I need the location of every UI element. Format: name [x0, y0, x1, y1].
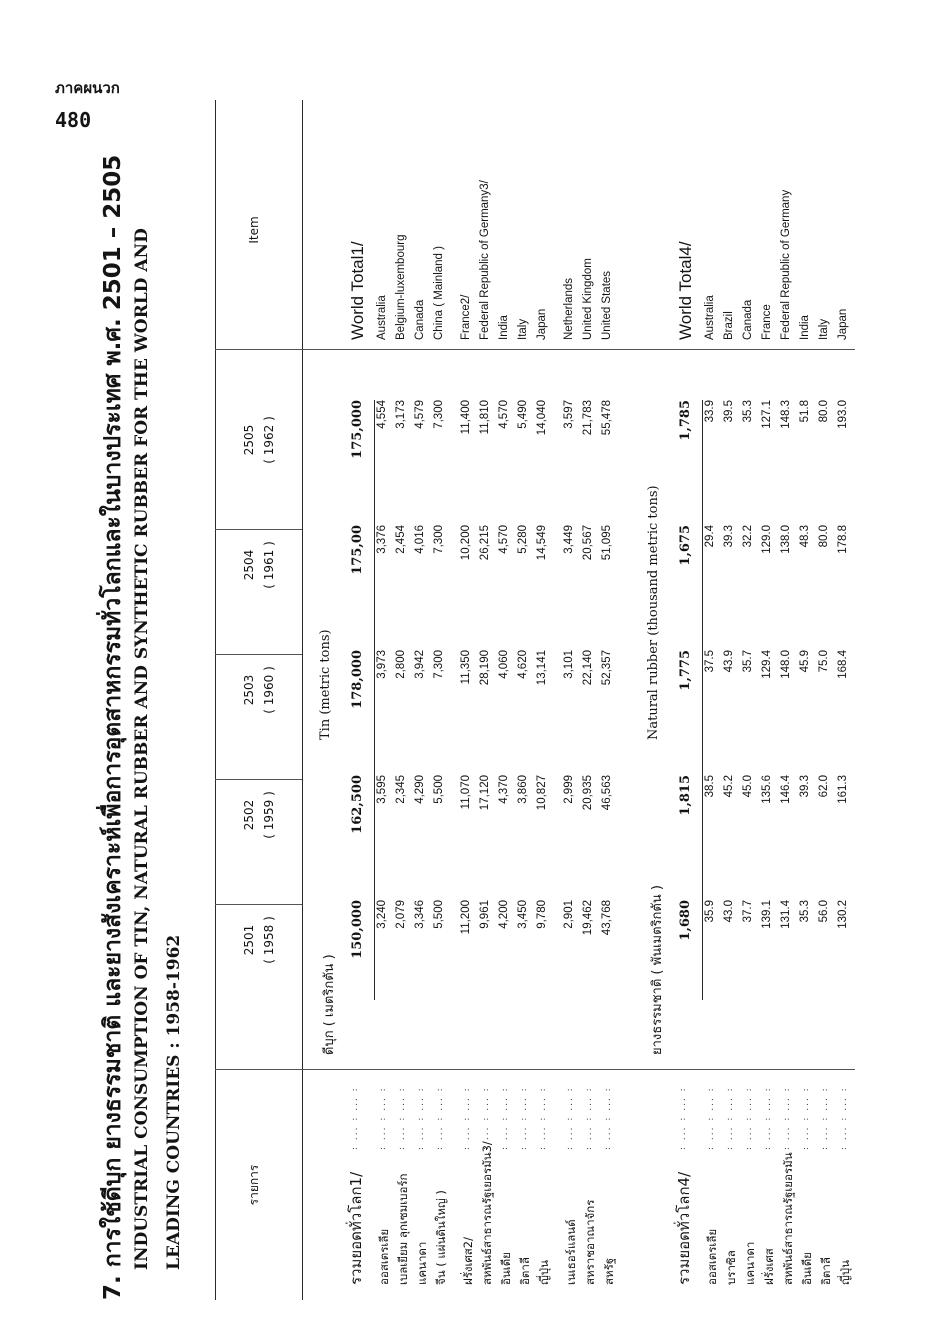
leader-dots: : ... : ... : [538, 1086, 548, 1150]
table-cell-value: 22,140 [582, 650, 594, 686]
table-cell-value: 10,827 [536, 775, 548, 811]
country-name-thai: ออสเตรเลีย [377, 1228, 391, 1285]
table-cell-value: 178,000 [350, 650, 365, 709]
country-name-thai: เนเธอร์แลนด์ [564, 1219, 578, 1285]
table-cell-value: 4,290 [414, 775, 426, 804]
leader-dots: : ... : ... : [565, 1086, 575, 1150]
country-name-en: France2/ [460, 294, 472, 340]
table-cell-value: 127.1 [761, 400, 773, 429]
country-name-thai: อิตาลี [819, 1257, 833, 1285]
country-name-thai: แคนาดา [743, 1241, 757, 1285]
leader-dots: : ... : ... : [397, 1086, 407, 1150]
leader-dots: : ... : ... : [839, 1086, 849, 1150]
table-cell-value: 1,675 [678, 525, 693, 566]
header-item: Item [247, 216, 261, 244]
thai-title: 7. การใช้ดีบุก ยางธรรมชาติ และยางสังเคราะห์เพื่อการอุตสาหกรรมทั่วโลกและในบางประเทศ พ.ศ. 2501 – 2505 [100, 154, 126, 1300]
table-cell-value: 135.6 [761, 775, 773, 804]
country-name-thai: เบลเยียม ลุกเซมเบอร์ก [396, 1173, 410, 1285]
table-cell-value: 14,549 [536, 525, 548, 561]
country-name-en: Japan [536, 308, 548, 340]
leader-dots: : ... : ... : [462, 1086, 472, 1150]
table-cell-value: 10,200 [460, 525, 472, 561]
table-cell-value: 139.1 [761, 900, 773, 929]
table-cell-value: 28,190 [479, 650, 491, 686]
section-label-thai: ยางธรรมชาติ ( พันเมตริกตัน ) [650, 885, 665, 1055]
table-cell-value: 5,280 [517, 525, 529, 554]
table-cell-value: 130.2 [837, 900, 849, 929]
country-name-en: United Kingdom [582, 258, 594, 340]
table-cell-value: 3,973 [376, 650, 388, 679]
table-cell-value: 37.5 [704, 650, 716, 673]
section-label-en: Natural rubber (thousand metric tons) [646, 485, 661, 740]
table-cell-value: 39.3 [799, 775, 811, 798]
year-be-header: 2505 [242, 424, 256, 456]
table-cell-value: 5,500 [433, 775, 445, 804]
table-cell-value: 11,070 [460, 775, 472, 810]
table-cell-value: 4,200 [498, 900, 510, 929]
table-cell-value: 11,200 [460, 900, 472, 935]
country-name-thai: สหรัฐ [602, 1257, 616, 1285]
table-cell-value: 46,563 [601, 775, 613, 811]
year-column-divider [215, 779, 302, 780]
year-ce-header: ( 1959 ) [262, 791, 276, 839]
table-cell-value: 7,300 [433, 650, 445, 679]
country-name-thai: อินเดีย [800, 1252, 814, 1285]
country-name-en: India [799, 315, 811, 340]
table-cell-value: 39.5 [723, 400, 735, 423]
table-cell-value: 45.2 [723, 775, 735, 798]
table-cell-value: 3,376 [376, 525, 388, 554]
table-cell-value: 14,040 [536, 400, 548, 436]
world-total-label-en: World Total1/ [348, 241, 367, 340]
table-cell-value: 35.9 [704, 900, 716, 923]
table-cell-value: 1,680 [678, 900, 693, 941]
table-cell-value: 1,775 [678, 650, 693, 691]
country-name-en: Federal Republic of Germany3/ [479, 180, 491, 340]
table-cell-value: 19,462 [582, 900, 594, 936]
table-cell-value: 3,173 [395, 400, 407, 429]
table-top-rule [215, 100, 216, 1300]
year-ce-header: ( 1960 ) [262, 666, 276, 714]
table-cell-value: 43.9 [723, 650, 735, 673]
leader-dots: : ... : ... : [416, 1086, 426, 1150]
table-cell-value: 131.4 [780, 900, 792, 929]
table-cell-value: 3,942 [414, 650, 426, 679]
country-name-thai: ฝรั่งเศส [762, 1248, 776, 1285]
table-cell-value: 3,595 [376, 775, 388, 804]
country-name-en: Brazil [723, 311, 735, 340]
year-be-header: 2504 [242, 549, 256, 581]
leader-dots: : ... : ... : [435, 1086, 445, 1150]
country-name-thai: อินเดีย [499, 1252, 513, 1285]
table-cell-value: 9,780 [536, 900, 548, 929]
country-name-en: Italy [517, 318, 529, 340]
table-cell-value: 193.0 [837, 400, 849, 429]
table-cell-value: 11,350 [460, 650, 472, 685]
table-cell-value: 4,060 [498, 650, 510, 679]
country-name-thai: ญี่ปุ่น [838, 1260, 852, 1285]
table-cell-value: 2,999 [563, 775, 575, 804]
leader-dots: : ... : ... : [378, 1086, 388, 1150]
country-name-thai: ฝรั่งเศส2/ [461, 1237, 475, 1285]
country-name-thai: อิตาลี [518, 1257, 532, 1285]
country-name-en: Netherlands [563, 277, 575, 340]
table-cell-value: 3,346 [414, 900, 426, 929]
leader-dots: : ... : ... : [782, 1086, 792, 1150]
table-cell-value: 161.3 [837, 775, 849, 804]
table-cell-value: 175,00 [350, 525, 365, 575]
country-name-en: Belgium-luxembourg [395, 234, 407, 340]
table-cell-value: 33.9 [704, 400, 716, 423]
table-cell-value: 45.0 [742, 775, 754, 798]
year-column-divider [215, 654, 302, 655]
table-cell-value: 45.9 [799, 650, 811, 673]
table-cell-value: 11,400 [460, 400, 472, 435]
english-title-line1: INDUSTRIAL CONSUMPTION OF TIN, NATURAL RUBBER AND SYNTHETIC RUBBER FOR THE WORLD AND [132, 228, 152, 1270]
table-cell-value: 4,370 [498, 775, 510, 804]
year-column-divider [215, 529, 302, 530]
table-cell-value: 2,901 [563, 900, 575, 929]
leader-dots: : ... : ... : [584, 1086, 594, 1150]
table-cell-value: 37.7 [742, 900, 754, 923]
table-cell-value: 35.7 [742, 650, 754, 673]
leader-dots: : ... : ... : [801, 1086, 811, 1150]
table-cell-value: 13,141 [536, 650, 548, 686]
table-cell-value: 35.3 [799, 900, 811, 923]
table-cell-value: 20,567 [582, 525, 594, 561]
leader-dots: : ... : ... : [350, 1086, 360, 1150]
leader-dots: : ... : ... : [763, 1086, 773, 1150]
country-name-en: Italy [818, 318, 830, 340]
table-cell-value: 51,095 [601, 525, 613, 561]
world-total-label-thai: รวมยอดทั่วโลก1/ [347, 1171, 365, 1285]
world-total-label-en: World Total4/ [676, 241, 695, 340]
table-cell-value: 17,120 [479, 775, 491, 811]
table-cell-value: 29.4 [704, 525, 716, 548]
country-name-thai: บราซิล [724, 1250, 738, 1285]
country-name-en: Japan [837, 308, 849, 340]
country-name-thai: จีน ( แผ่นดินใหญ่ ) [434, 1190, 448, 1285]
leader-dots: : ... : ... : [603, 1086, 613, 1150]
table-cell-value: 5,500 [433, 900, 445, 929]
table-cell-value: 48.3 [799, 525, 811, 548]
english-title-line2: LEADING COUNTRIES : 1958-1962 [164, 934, 184, 1270]
table-cell-value: 4,570 [498, 525, 510, 554]
country-name-en: China ( Mainland ) [433, 246, 445, 340]
table-cell-value: 2,454 [395, 525, 407, 554]
table-cell-value: 3,449 [563, 525, 575, 554]
table-cell-value: 43.0 [723, 900, 735, 923]
year-be-header: 2503 [242, 674, 256, 706]
table-cell-value: 2,345 [395, 775, 407, 804]
table-cell-value: 9,961 [479, 900, 491, 929]
table-cell-value: 38.5 [704, 775, 716, 798]
table-cell-value: 55,478 [601, 400, 613, 436]
table-cell-value: 11,810 [479, 400, 491, 435]
year-be-header: 2502 [242, 799, 256, 831]
country-name-en: India [498, 315, 510, 340]
year-ce-header: ( 1958 ) [262, 916, 276, 964]
table-cell-value: 20,935 [582, 775, 594, 811]
table-cell-value: 175,000 [350, 400, 365, 459]
section-label-en: Tin (metric tons) [318, 629, 333, 740]
country-name-en: Australia [376, 295, 388, 340]
country-name-thai: สหราชอาณาจักร [583, 1199, 597, 1285]
table-cell-value: 162,500 [350, 775, 365, 834]
country-name-thai: แคนาดา [415, 1241, 429, 1285]
table-cell-value: 148.0 [780, 650, 792, 679]
leader-dots: : ... : ... : [744, 1086, 754, 1150]
table-cell-value: 43,768 [601, 900, 613, 936]
country-name-en: Federal Republic of Germany [780, 189, 792, 340]
header-bottom-rule [302, 100, 303, 1300]
world-total-label-thai: รวมยอดทั่วโลก4/ [675, 1171, 693, 1285]
leader-dots: : ... : ... : [725, 1086, 735, 1150]
section-label-thai: ดีบุก ( เมตริกตัน ) [322, 954, 337, 1055]
table-cell-value: 7,300 [433, 525, 445, 554]
table-cell-value: 2,800 [395, 650, 407, 679]
country-name-thai: ญี่ปุ่น [537, 1260, 551, 1285]
table-cell-value: 138.0 [780, 525, 792, 554]
table-cell-value: 39.3 [723, 525, 735, 548]
table-cell-value: 129.4 [761, 650, 773, 679]
table-cell-value: 3,101 [563, 650, 575, 679]
country-name-thai: ออสเตรเลีย [705, 1228, 719, 1285]
item-column-divider [215, 1069, 855, 1070]
leader-dots: : ... : ... : [500, 1086, 510, 1150]
table-cell-value: 3,450 [517, 900, 529, 929]
leader-dots: : ... : ... : [678, 1086, 688, 1150]
country-name-en: Canada [414, 299, 426, 340]
table-cell-value: 5,490 [517, 400, 529, 429]
leader-dots: : ... : ... : [820, 1086, 830, 1150]
table-cell-value: 2,079 [395, 900, 407, 929]
table-cell-value: 56.0 [818, 900, 830, 923]
table-cell-value: 1,815 [678, 775, 693, 816]
table-cell-value: 4,554 [376, 400, 388, 429]
country-name-en: Canada [742, 299, 754, 340]
table-cell-value: 4,570 [498, 400, 510, 429]
item-en-divider [215, 349, 855, 350]
leader-dots: : ... : ... : [706, 1086, 716, 1150]
table-cell-value: 3,240 [376, 900, 388, 929]
table-cell-value: 21,783 [582, 400, 594, 436]
table-cell-value: 26,215 [479, 525, 491, 561]
table-cell-value: 4,620 [517, 650, 529, 679]
table-cell-value: 35.3 [742, 400, 754, 423]
country-name-en: Australia [704, 295, 716, 340]
table-cell-value: 178.8 [837, 525, 849, 554]
table-cell-value: 3,597 [563, 400, 575, 429]
appendix-label: ภาคผนวก [55, 79, 120, 97]
table-cell-value: 80.0 [818, 400, 830, 423]
leader-dots: : ... : ... : [519, 1086, 529, 1150]
total-underline [374, 400, 375, 1000]
table-cell-value: 51.8 [799, 400, 811, 423]
year-be-header: 2501 [242, 924, 256, 956]
country-name-en: United States [601, 270, 613, 340]
table-cell-value: 32.2 [742, 525, 754, 548]
country-name-en: France [761, 304, 773, 340]
year-column-divider [215, 904, 302, 905]
table-cell-value: 7,300 [433, 400, 445, 429]
table-cell-value: 75.0 [818, 650, 830, 673]
table-cell-value: 148.3 [780, 400, 792, 429]
country-name-thai: สหพันธ์สาธารณรัฐเยอรมัน3/ [480, 1141, 494, 1285]
rotated-table-sheet [70, 100, 870, 1300]
table-cell-value: 129.0 [761, 525, 773, 554]
page-number: 480 [55, 108, 92, 132]
table-cell-value: 62.0 [818, 775, 830, 798]
table-cell-value: 168.4 [837, 650, 849, 679]
year-ce-header: ( 1961 ) [262, 541, 276, 589]
leader-dots: : ... : ... : [481, 1086, 491, 1150]
table-cell-value: 1,785 [678, 400, 693, 441]
table-cell-value: 146.4 [780, 775, 792, 804]
table-cell-value: 150,000 [350, 900, 365, 959]
table-cell-value: 4,579 [414, 400, 426, 429]
table-cell-value: 80.0 [818, 525, 830, 548]
table-cell-value: 4,016 [414, 525, 426, 554]
year-ce-header: ( 1962 ) [262, 416, 276, 464]
total-underline [702, 400, 703, 1000]
header-thai-item: รายการ [247, 1164, 261, 1206]
table-cell-value: 52,357 [601, 650, 613, 686]
table-cell-value: 3,860 [517, 775, 529, 804]
country-name-thai: สหพันธ์สาธารณรัฐเยอรมัน [781, 1152, 795, 1285]
